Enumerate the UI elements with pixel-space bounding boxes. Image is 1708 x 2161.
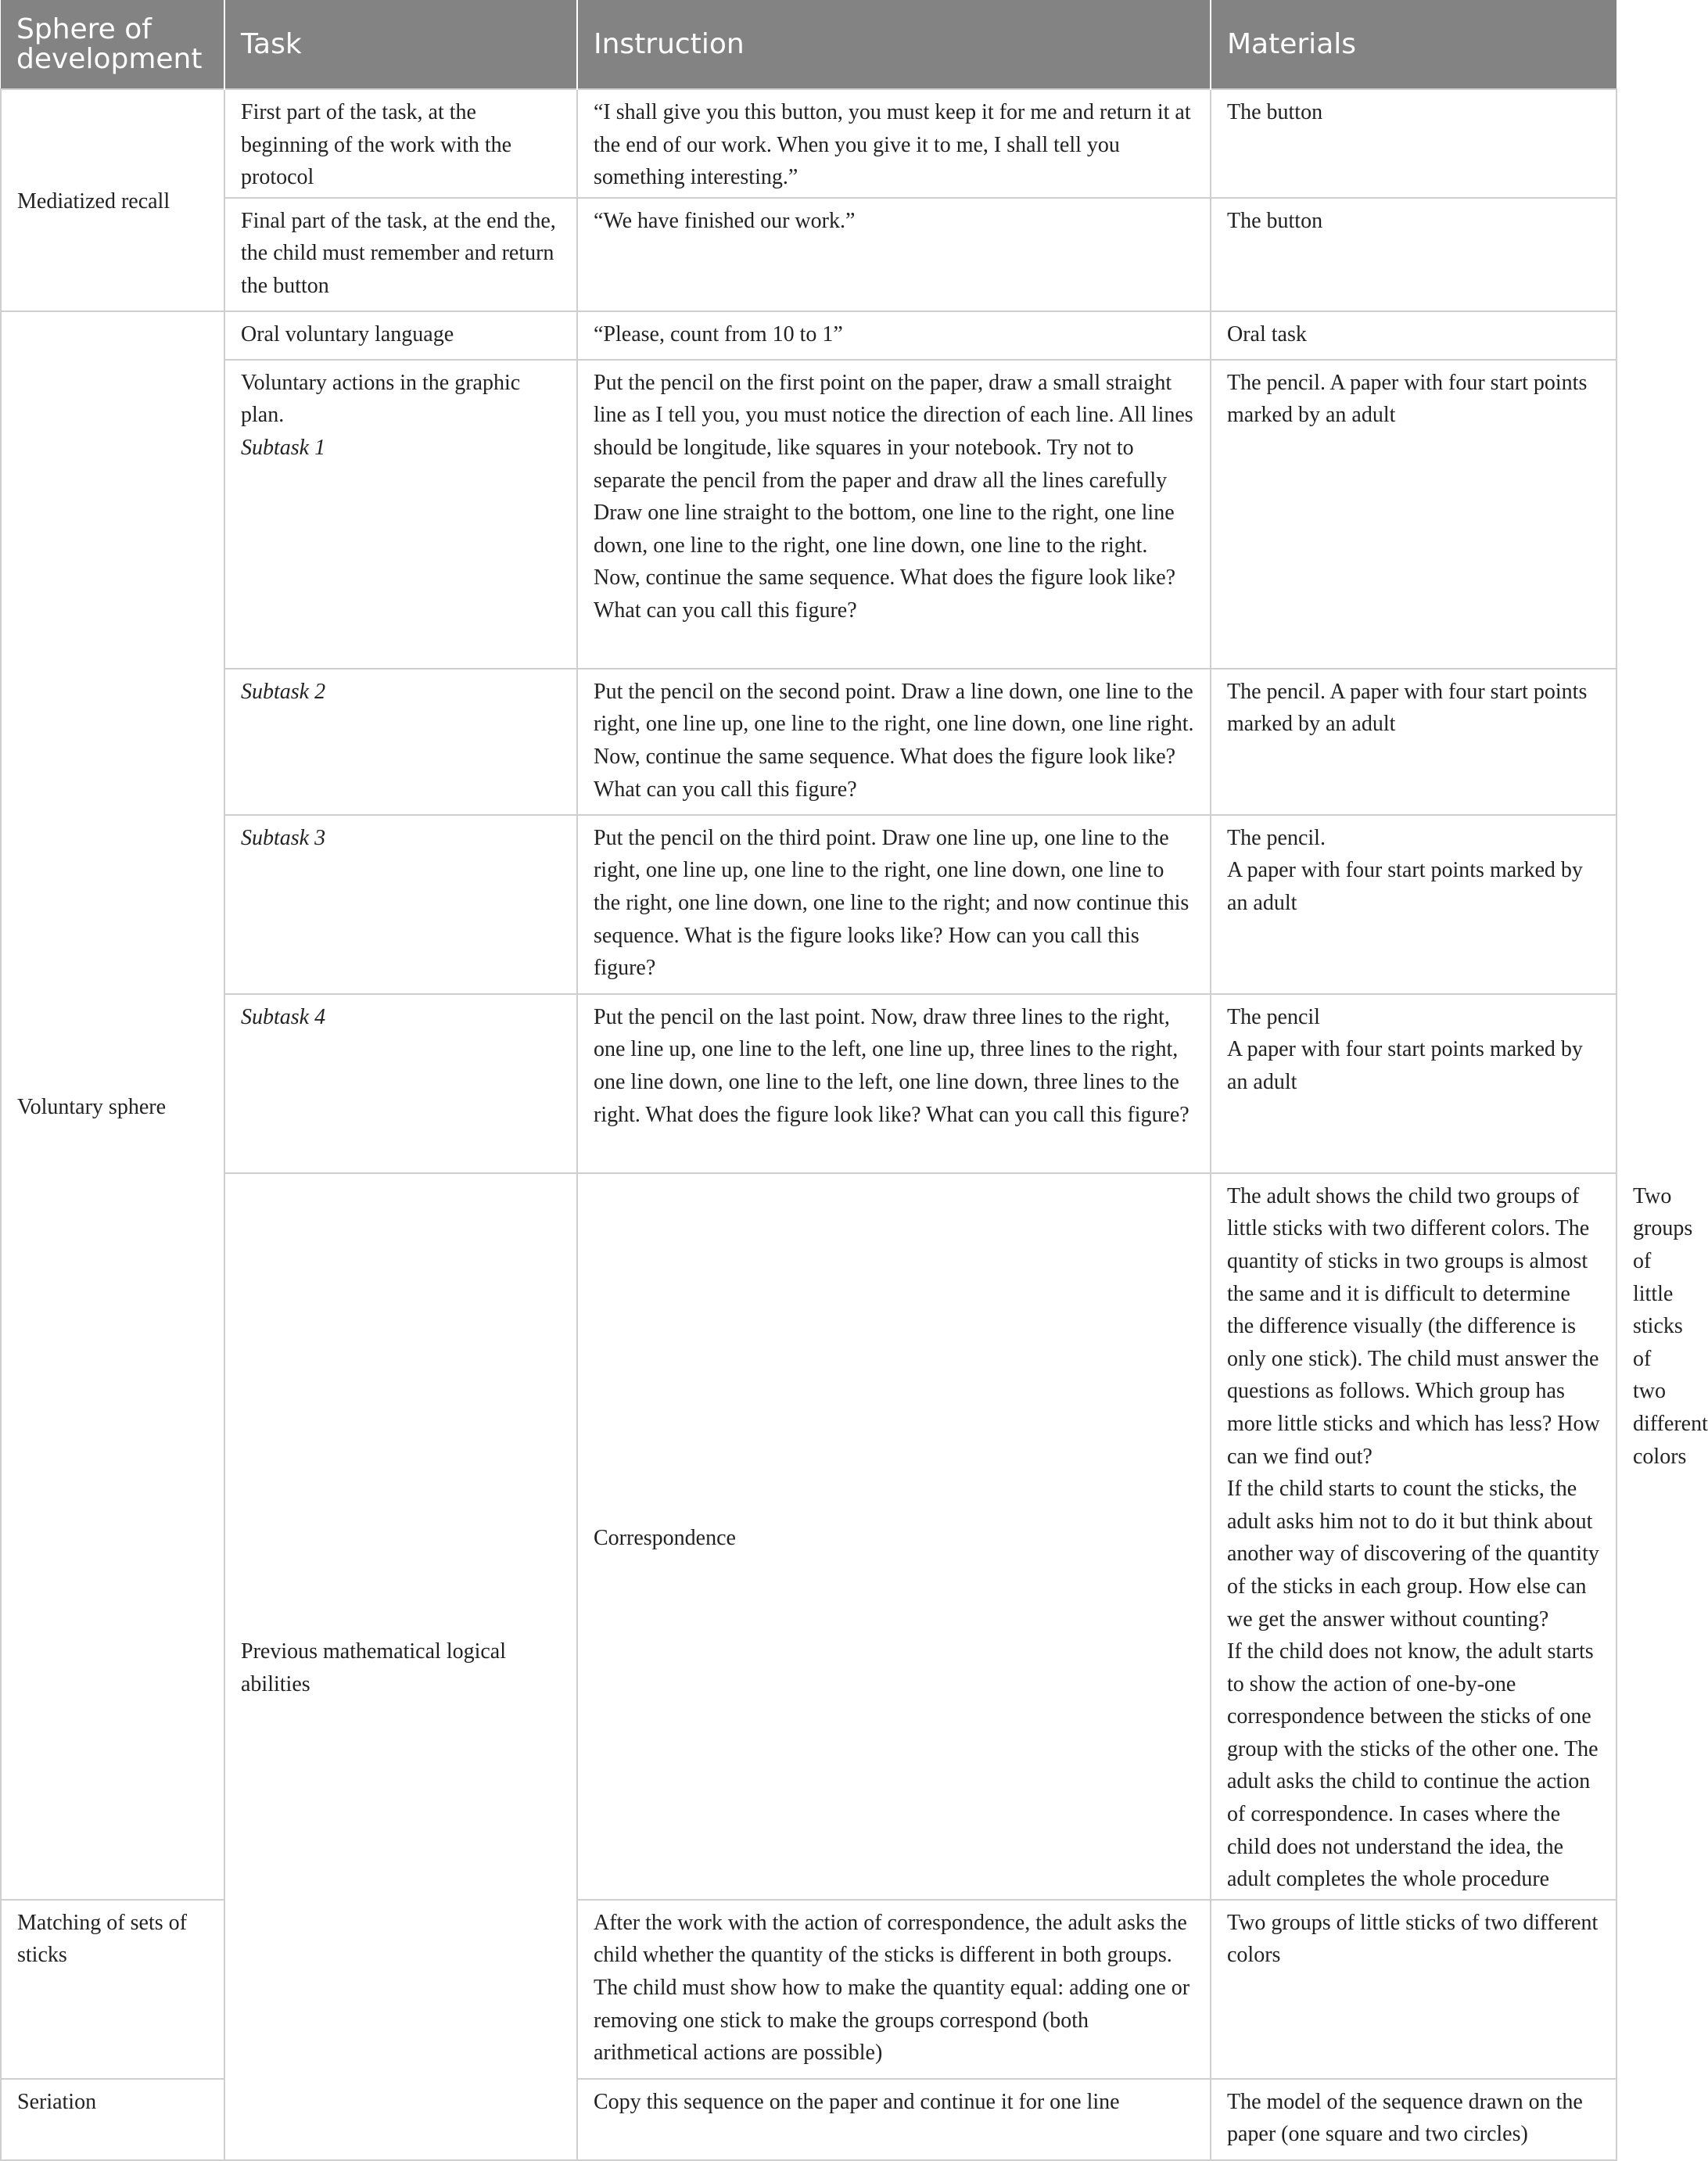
materials-cell: The model of the sequence drawn on the paper (one square and two circles) (1211, 2079, 1616, 2160)
sphere-cell: Mediatized recall (1, 89, 224, 311)
instruction-cell: Copy this sequence on the paper and continue it for one line (577, 2079, 1211, 2160)
instruction-cell: “Please, count from 10 to 1” (577, 311, 1211, 360)
materials-cell: The pencil. A paper with four start points marked by an adult (1211, 669, 1616, 815)
table-row (1, 89, 1616, 198)
materials-cell: Oral task (1211, 311, 1616, 360)
instruction-cell: “I shall give you this button, you must keep it for me and return it at the end of our work. When you give it to me, I shall tell you something interesting.” (577, 89, 1211, 198)
materials-cell: The pencil. A paper with four start points marked by an adult (1211, 815, 1616, 994)
header-row (1, 0, 1616, 89)
header-instruction: Instruction (577, 0, 1211, 89)
subtask-label: Subtask 4 (224, 994, 577, 1173)
sphere-cell: Voluntary sphere (1, 311, 224, 1900)
header-task: Task (224, 0, 577, 89)
task-cell (224, 360, 577, 669)
materials-cell: Two groups of little sticks of two different colors (1211, 1900, 1616, 2079)
instruction-cell: After the work with the action of correspondence, the adult asks the child whether the quantity of the sticks is different in both groups. The child must show how to make the quantity equal: adding one or removing one stick to make the groups correspond (both arithmetical actions are possible) (577, 1900, 1211, 2079)
instruction-cell: The adult shows the child two groups of little sticks with two different colors. The quantity of sticks in two groups is almost the same and it is difficult to determine the difference visually (the difference is only one stick). The child must answer the questions as follows. Which group has more little sticks and which has less? How can we find out? If the child starts to count the sticks, the adult asks him not to do it but think about another way of discovering of the quantity of the sticks in each group. How else can we get the answer without counting? If the child does not know, the adult starts to show the action of one-by-one correspondence between the sticks of one group with the sticks of the other one. The adult asks the child to continue the action of correspondence. In cases where the child does not understand the idea, the adult completes the whole procedure (1211, 1173, 1616, 1900)
subtask-label: Subtask 1 (241, 435, 326, 460)
instruction-cell: Put the pencil on the last point. Now, draw three lines to the right, one line up, one line to the left, one line up, three lines to the right, one line down, one line to the left, one line down, three lines to the right. What does the figure look like? What can you call this figure? (577, 994, 1211, 1173)
materials-cell: The pencil A paper with four start points marked by an adult (1211, 994, 1616, 1173)
task-cell: First part of the task, at the beginning of the work with the protocol (224, 89, 577, 198)
table-row (1, 669, 1616, 815)
instruction-cell: Put the pencil on the third point. Draw one line up, one line to the right, one line up, one line to the right, one line down, one line to the right, one line down, one line to the right; and now continue this sequence. What is the figure looks like? How can you call this figure? (577, 815, 1211, 994)
header-materials: Materials (1211, 0, 1616, 89)
table-row (1, 815, 1616, 994)
table-row (1, 198, 1616, 311)
task-cell: Matching of sets of sticks (1, 1900, 224, 2079)
task-cell: Seriation (1, 2079, 224, 2160)
instruction-cell: Put the pencil on the second point. Draw a line down, one line to the right, one line up, one line to the right, one line down, one line right. Now, continue the same sequence. What does the figure look like? What can you call this figure? (577, 669, 1211, 815)
table-row (1, 311, 1616, 360)
task-text: Voluntary actions in the graphic plan. (241, 370, 521, 428)
sphere-cell: Previous mathematical logical abilities (224, 1173, 577, 2160)
materials-cell: The button (1211, 198, 1616, 311)
task-cell: Correspondence (577, 1173, 1211, 1900)
instruction-cell: Put the pencil on the first point on the paper, draw a small straight line as I tell you, you must notice the direction of each line. All lines should be longitude, like squares in your notebook. Try not to separate the pencil from the paper and draw all the lines carefully Draw one line straight to the bottom, one line to the right, one line down, one line to the right, one line down, one line to the right. Now, continue the same sequence. What does the figure look like? What can you call this figure? (577, 360, 1211, 669)
task-cell: Final part of the task, at the end the, the child must remember and return the button (224, 198, 577, 311)
materials-cell: The button (1211, 89, 1616, 198)
table-row (1, 994, 1616, 1173)
subtask-label: Subtask 3 (224, 815, 577, 994)
header-sphere: Sphere of development (1, 0, 224, 89)
materials-cell: The pencil. A paper with four start points marked by an adult (1211, 360, 1616, 669)
subtask-label: Subtask 2 (224, 669, 577, 815)
table-row: Previous mathematical logical abilities Correspondence The adult shows the child two groups of little sticks with two different colors. The quantity of sticks in two groups is almost the same and it is difficult to determine the difference visually (the difference is only one stick). The child must answer the questions as follows. Which group has more little sticks and which has less? How can we find out? If the child starts to count the sticks, the adult asks him not to do it but think about another way of discovering of the quantity of the sticks in each group. How else can we get the answer without counting? If the child does not know, the adult starts to show the action of one-by-one correspondence between the sticks of one group with the sticks of the other one. The adult asks the child to continue the action of correspondence. In cases where the child does not understand the idea, the adult completes the whole procedure Two groups of little sticks of two different colors (1, 1173, 1616, 1900)
task-cell: Oral voluntary language (224, 311, 577, 360)
instruction-cell: “We have finished our work.” (577, 198, 1211, 311)
table-row (1, 360, 1616, 669)
